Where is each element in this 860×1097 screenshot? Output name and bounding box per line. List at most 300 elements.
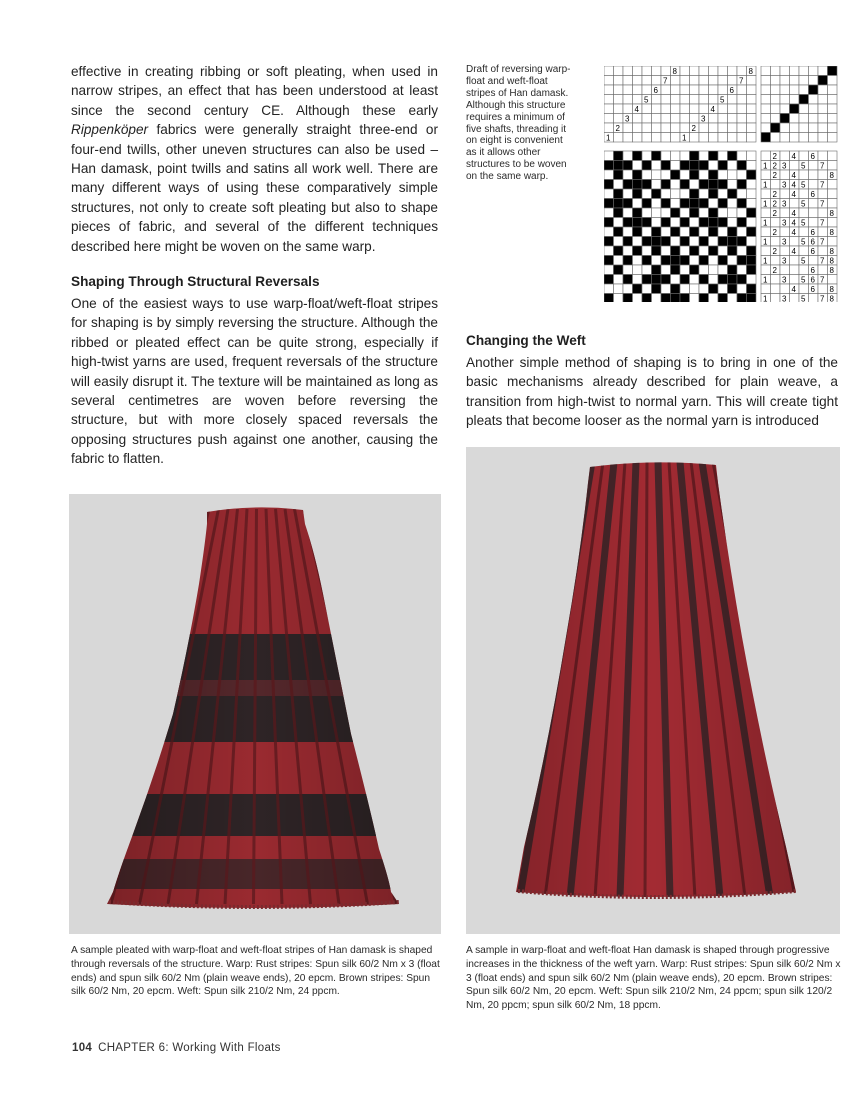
treadling-cell <box>761 170 771 180</box>
threading-number: 5 <box>644 95 649 105</box>
threading-cell <box>642 133 652 143</box>
treadling-cell <box>799 246 809 256</box>
threading-cell <box>709 95 719 105</box>
drawdown-cell <box>718 180 728 190</box>
tieup-cell <box>828 104 838 114</box>
tieup-cell <box>790 104 800 114</box>
drawdown-cell <box>737 199 747 209</box>
treadling-cell <box>780 265 790 275</box>
threading-cell <box>718 76 728 86</box>
threading-cell <box>614 133 624 143</box>
drawdown-cell <box>690 294 700 303</box>
threading-cell <box>680 123 690 133</box>
threading-cell <box>652 76 662 86</box>
treadling-cell <box>771 284 781 294</box>
treadling-number: 2 <box>772 209 777 218</box>
drawdown-cell <box>699 237 709 247</box>
drawdown-cell <box>737 170 747 180</box>
drawdown-cell <box>680 199 690 209</box>
threading-cell <box>614 66 624 76</box>
drawdown-cell <box>718 161 728 171</box>
drawdown-cell <box>699 246 709 256</box>
tieup-cell <box>790 66 800 76</box>
left-photo-caption: A sample pleated with warp-float and weft-float stripes of Han damask is shaped through reversals of the structure. Warp: Rust stripes: Spun silk 60/2 Nm x 3 (float ends) and spun silk 60/2 Nm (plain weave ends), 20 epcm. Brown stripes: Spun silk 60/2 Nm, 20 epcm. Weft: Spun silk 210/2 Nm, 24 ppcm. <box>71 945 440 998</box>
treadling-number: 8 <box>829 171 834 180</box>
drawdown-cell <box>728 256 738 266</box>
threading-cell <box>623 76 633 86</box>
treadling-cell <box>771 218 781 228</box>
threading-cell <box>623 133 633 143</box>
threading-cell <box>642 66 652 76</box>
drawdown-cell <box>718 284 728 294</box>
tieup-cell <box>790 114 800 124</box>
drawdown-cell <box>623 218 633 228</box>
tieup-cell <box>790 133 800 143</box>
reversals-text: One of the easiest ways to use warp-float/weft-float stripes for shaping is by simply reversing the structure. Although the ribbed or pleated effect can be quite strong, especially if high-twist yarns are used, frequent reversals of the structure will easily disrupt it. The texture will be maintained as long as several centimetres are woven before reversing the structure, but with more closely spaced reversals the opposing structures push against one another, causing the fabric to flatten. <box>71 296 438 467</box>
threading-cell <box>690 95 700 105</box>
intro-italic-term: Rippenköper <box>71 122 149 138</box>
threading-cell <box>699 95 709 105</box>
tieup-cell <box>799 66 809 76</box>
threading-cell <box>737 133 747 143</box>
drawdown-cell <box>604 275 614 285</box>
drawdown-cell <box>747 199 757 209</box>
weft-text: Another simple method of shaping is to bring in one of the basic mechanisms already described for plain weave, a transition from high-twist to normal yarn. This will create tight pleats that become looser as the normal yarn is introduced <box>466 355 838 429</box>
drawdown-cell <box>671 180 681 190</box>
treadling-number: 7 <box>820 180 825 190</box>
drawdown-cell <box>699 275 709 285</box>
drawdown-cell <box>699 151 709 161</box>
tieup-cell <box>771 66 781 76</box>
drawdown-cell <box>728 246 738 256</box>
drawdown-cell <box>737 294 747 303</box>
drawdown-cell <box>690 199 700 209</box>
threading-cell <box>747 133 757 143</box>
tieup-cell <box>828 66 838 76</box>
drawdown-cell <box>728 199 738 209</box>
threading-cell <box>604 66 614 76</box>
drawdown-cell <box>604 151 614 161</box>
drawdown-cell <box>642 265 652 275</box>
threading-cell <box>642 85 652 95</box>
drawdown-cell <box>652 170 662 180</box>
drawdown-cell <box>614 180 624 190</box>
threading-number: 4 <box>710 105 715 114</box>
drawdown-cell <box>604 189 614 199</box>
treadling-number: 2 <box>772 199 777 209</box>
treadling-cell <box>818 208 828 218</box>
drawdown-cell <box>709 170 719 180</box>
tieup-cell <box>790 95 800 105</box>
tieup-cell <box>818 114 828 124</box>
treadling-cell <box>828 180 838 190</box>
threading-cell <box>690 76 700 86</box>
treadling-number: 1 <box>763 294 768 302</box>
drawdown-cell <box>633 275 643 285</box>
tieup-cell <box>828 95 838 105</box>
drawdown-cell <box>661 151 671 161</box>
threading-cell <box>737 85 747 95</box>
threading-cell <box>671 133 681 143</box>
treadling-number: 5 <box>801 256 806 266</box>
drawdown-cell <box>604 294 614 303</box>
treadling-cell <box>799 265 809 275</box>
drawdown-cell <box>728 161 738 171</box>
threading-cell <box>728 133 738 143</box>
threading-cell <box>699 66 709 76</box>
treadling-number: 5 <box>801 161 806 171</box>
threading-cell <box>737 66 747 76</box>
threading-cell <box>728 114 738 124</box>
drawdown-cell <box>709 275 719 285</box>
treadling-number: 5 <box>801 275 806 285</box>
tieup-cell <box>761 95 771 105</box>
treadling-number: 8 <box>829 285 834 294</box>
drawdown-cell <box>747 227 757 237</box>
treadling-number: 6 <box>810 247 815 256</box>
treadling-cell <box>780 189 790 199</box>
drawdown-cell <box>642 218 652 228</box>
threading-cell <box>680 66 690 76</box>
threading-cell <box>661 85 671 95</box>
treadling-number: 7 <box>820 256 825 266</box>
drawdown-cell <box>604 170 614 180</box>
drawdown-cell <box>690 284 700 294</box>
drawdown-cell <box>604 246 614 256</box>
treadling-number: 2 <box>772 171 777 180</box>
drawdown-cell <box>699 218 709 228</box>
drawdown-cell <box>680 189 690 199</box>
threading-cell <box>604 85 614 95</box>
drawdown-cell <box>690 161 700 171</box>
tieup-cell <box>790 123 800 133</box>
treadling-number: 6 <box>810 190 815 199</box>
drawdown-cell <box>690 218 700 228</box>
drawdown-cell <box>661 161 671 171</box>
treadling-number: 2 <box>772 161 777 171</box>
treadling-number: 3 <box>782 218 787 228</box>
drawdown-cell <box>661 189 671 199</box>
threading-number: 8 <box>748 67 753 76</box>
drawdown-cell <box>709 218 719 228</box>
drawdown-cell <box>728 189 738 199</box>
treadling-cell <box>818 265 828 275</box>
drawdown-cell <box>661 265 671 275</box>
threading-cell <box>604 114 614 124</box>
tieup-cell <box>809 123 819 133</box>
threading-number: 2 <box>691 124 696 133</box>
tieup-cell <box>761 104 771 114</box>
threading-cell <box>680 85 690 95</box>
threading-cell <box>661 95 671 105</box>
threading-cell <box>690 114 700 124</box>
drawdown-cell <box>633 189 643 199</box>
treadling-cell <box>809 161 819 171</box>
drawdown-cell <box>642 170 652 180</box>
drawdown-cell <box>728 284 738 294</box>
tieup-cell <box>780 104 790 114</box>
drawdown-cell <box>690 275 700 285</box>
treadling-number: 6 <box>810 266 815 275</box>
threading-cell <box>680 76 690 86</box>
treadling-number: 4 <box>791 285 796 294</box>
drawdown-cell <box>652 199 662 209</box>
drawdown-cell <box>652 246 662 256</box>
drawdown-cell <box>633 294 643 303</box>
treadling-cell <box>790 275 800 285</box>
drawdown-cell <box>680 284 690 294</box>
drawdown-cell <box>737 237 747 247</box>
tieup-cell <box>799 114 809 124</box>
treadling-number: 4 <box>791 190 796 199</box>
threading-cell <box>633 76 643 86</box>
drawdown-cell <box>737 275 747 285</box>
threading-cell <box>652 133 662 143</box>
drawdown-cell <box>604 199 614 209</box>
drawdown-cell <box>718 170 728 180</box>
tieup-cell <box>809 114 819 124</box>
treadling-number: 3 <box>782 161 787 171</box>
threading-number: 7 <box>663 76 668 86</box>
threading-cell <box>709 133 719 143</box>
right-photo-caption: A sample in warp-float and weft-float Han damask is shaped through progressive increases in the thickness of the weft yarn. Warp: Rust stripes: Spun silk 60/2 Nm x 3 (float ends) and spun silk 60/2 Nm (plain weave ends), 20 epcm. Brown stripes: Spun silk 60/2 Nm, 20 epcm. Weft: Spun silk 210/2 Nm, 24 ppcm; spun silk 120/2 Nm, 20 ppcm; spun silk 60/2 Nm, 18 ppcm. <box>466 945 841 1012</box>
drawdown-cell <box>614 256 624 266</box>
drawdown-cell <box>652 237 662 247</box>
tieup-cell <box>818 66 828 76</box>
drawdown-cell <box>661 246 671 256</box>
drawdown-cell <box>680 275 690 285</box>
drawdown-cell <box>633 265 643 275</box>
treadling-number: 1 <box>763 180 768 190</box>
drawdown-cell <box>709 189 719 199</box>
drawdown-cell <box>680 151 690 161</box>
drawdown-cell <box>671 170 681 180</box>
threading-number: 4 <box>634 105 639 114</box>
treadling-cell <box>809 218 819 228</box>
threading-cell <box>680 95 690 105</box>
threading-cell <box>633 133 643 143</box>
drawdown-cell <box>718 275 728 285</box>
drawdown-cell <box>737 246 747 256</box>
treadling-cell <box>828 189 838 199</box>
treadling-cell <box>828 199 838 209</box>
treadling-number: 2 <box>772 228 777 237</box>
drawdown-cell <box>623 180 633 190</box>
drawdown-cell <box>699 161 709 171</box>
treadling-cell <box>790 294 800 303</box>
drawdown-cell <box>709 180 719 190</box>
drawdown-cell <box>680 180 690 190</box>
tieup-cell <box>809 66 819 76</box>
treadling-number: 7 <box>820 161 825 171</box>
treadling-cell <box>771 275 781 285</box>
tieup-cell <box>780 133 790 143</box>
tieup-cell <box>771 114 781 124</box>
drawdown-cell <box>614 218 624 228</box>
drawdown-cell <box>642 227 652 237</box>
drawdown-cell <box>652 161 662 171</box>
drawdown-cell <box>747 170 757 180</box>
treadling-number: 4 <box>791 171 796 180</box>
drawdown-cell <box>614 161 624 171</box>
drawdown-cell <box>718 218 728 228</box>
drawdown-cell <box>661 275 671 285</box>
tieup-cell <box>828 76 838 86</box>
treadling-number: 5 <box>801 199 806 209</box>
page-footer <box>72 1042 281 1054</box>
treadling-number: 8 <box>829 256 834 266</box>
treadling-cell <box>799 151 809 161</box>
drawdown-cell <box>671 161 681 171</box>
threading-cell <box>680 114 690 124</box>
threading-cell <box>737 95 747 105</box>
treadling-number: 1 <box>763 161 768 171</box>
drawdown-cell <box>728 208 738 218</box>
drawdown-cell <box>718 246 728 256</box>
treadling-cell <box>799 227 809 237</box>
threading-cell <box>652 104 662 114</box>
threading-cell <box>671 123 681 133</box>
threading-number: 8 <box>672 67 677 76</box>
drawdown-cell <box>614 208 624 218</box>
drawdown-cell <box>728 275 738 285</box>
treadling-cell <box>818 170 828 180</box>
tieup-cell <box>799 123 809 133</box>
drawdown-cell <box>652 284 662 294</box>
drawdown-cell <box>623 151 633 161</box>
right-sample-photo <box>466 447 840 934</box>
drawdown-cell <box>690 256 700 266</box>
treadling-cell <box>780 246 790 256</box>
treadling-cell <box>809 199 819 209</box>
threading-cell <box>633 85 643 95</box>
threading-cell <box>642 76 652 86</box>
drawdown-cell <box>652 256 662 266</box>
drawdown-cell <box>699 294 709 303</box>
drawdown-cell <box>718 227 728 237</box>
drawdown-cell <box>604 265 614 275</box>
drawdown-cell <box>652 218 662 228</box>
reversals-paragraph <box>71 294 438 469</box>
drawdown-cell <box>633 246 643 256</box>
tieup-cell <box>761 114 771 124</box>
threading-cell <box>642 114 652 124</box>
treadling-number: 8 <box>829 228 834 237</box>
drawdown-cell <box>690 170 700 180</box>
threading-number: 2 <box>615 124 620 133</box>
treadling-number: 7 <box>820 294 825 302</box>
drawdown-cell <box>728 227 738 237</box>
drawdown-cell <box>661 208 671 218</box>
drawdown-cell <box>718 208 728 218</box>
treadling-number: 5 <box>801 294 806 302</box>
treadling-number: 4 <box>791 218 796 228</box>
intro-text-b: fabrics were generally straight three-end or four-end twills, other uneven structures can also be used – Han damask, point twills and satins all work well. There are many different ways of using these comparatively simple structures, not only to create soft pleating but also to shape pieces of fabric, and several of the different techniques described here might be woven on the same warp. <box>71 122 438 254</box>
treadling-cell <box>809 294 819 303</box>
drawdown-cell <box>633 284 643 294</box>
drawdown-cell <box>633 161 643 171</box>
threading-cell <box>709 85 719 95</box>
treadling-number: 7 <box>820 275 825 285</box>
drawdown-cell <box>633 180 643 190</box>
drawdown-cell <box>690 180 700 190</box>
drawdown-cell <box>652 265 662 275</box>
threading-cell <box>671 76 681 86</box>
drawdown-cell <box>614 275 624 285</box>
threading-cell <box>661 114 671 124</box>
drawdown-cell <box>709 256 719 266</box>
drawdown-cell <box>709 161 719 171</box>
drawdown-cell <box>614 265 624 275</box>
tieup-cell <box>799 133 809 143</box>
threading-number: 3 <box>701 114 706 124</box>
threading-cell <box>747 95 757 105</box>
treadling-number: 5 <box>801 237 806 247</box>
threading-cell <box>709 66 719 76</box>
treadling-cell <box>818 246 828 256</box>
drawdown-cell <box>614 227 624 237</box>
tieup-cell <box>818 95 828 105</box>
treadling-cell <box>828 151 838 161</box>
drawdown-cell <box>652 275 662 285</box>
tieup-cell <box>809 95 819 105</box>
treadling-cell <box>761 246 771 256</box>
drawdown-cell <box>737 189 747 199</box>
treadling-cell <box>809 208 819 218</box>
treadling-cell <box>771 294 781 303</box>
tieup-cell <box>761 76 771 86</box>
drawdown-cell <box>718 256 728 266</box>
treadling-cell <box>780 227 790 237</box>
treadling-cell <box>809 180 819 190</box>
weaving-draft <box>604 66 840 302</box>
threading-cell <box>699 85 709 95</box>
drawdown-cell <box>737 208 747 218</box>
treadling-number: 1 <box>763 256 768 266</box>
threading-cell <box>718 133 728 143</box>
tieup-cell <box>818 104 828 114</box>
drawdown-cell <box>604 180 614 190</box>
threading-cell <box>690 104 700 114</box>
threading-cell <box>652 114 662 124</box>
drawdown-cell <box>671 151 681 161</box>
threading-cell <box>718 123 728 133</box>
treadling-number: 6 <box>810 237 815 247</box>
drawdown-cell <box>680 208 690 218</box>
drawdown-cell <box>614 237 624 247</box>
drawdown-cell <box>709 294 719 303</box>
tieup-cell <box>790 85 800 95</box>
tieup-cell <box>780 66 790 76</box>
treadling-cell <box>780 151 790 161</box>
drawdown-cell <box>623 161 633 171</box>
treadling-cell <box>771 256 781 266</box>
drawdown-cell <box>633 256 643 266</box>
threading-number: 7 <box>739 76 744 86</box>
drawdown-cell <box>718 151 728 161</box>
tieup-cell <box>799 76 809 86</box>
threading-cell <box>633 95 643 105</box>
chapter-title: CHAPTER 6: Working With Floats <box>98 1042 281 1054</box>
threading-cell <box>747 85 757 95</box>
drawdown-cell <box>661 237 671 247</box>
drawdown-cell <box>652 189 662 199</box>
drawdown-cell <box>633 208 643 218</box>
drawdown-cell <box>747 180 757 190</box>
treadling-cell <box>799 208 809 218</box>
treadling-cell <box>780 284 790 294</box>
drawdown-cell <box>699 284 709 294</box>
